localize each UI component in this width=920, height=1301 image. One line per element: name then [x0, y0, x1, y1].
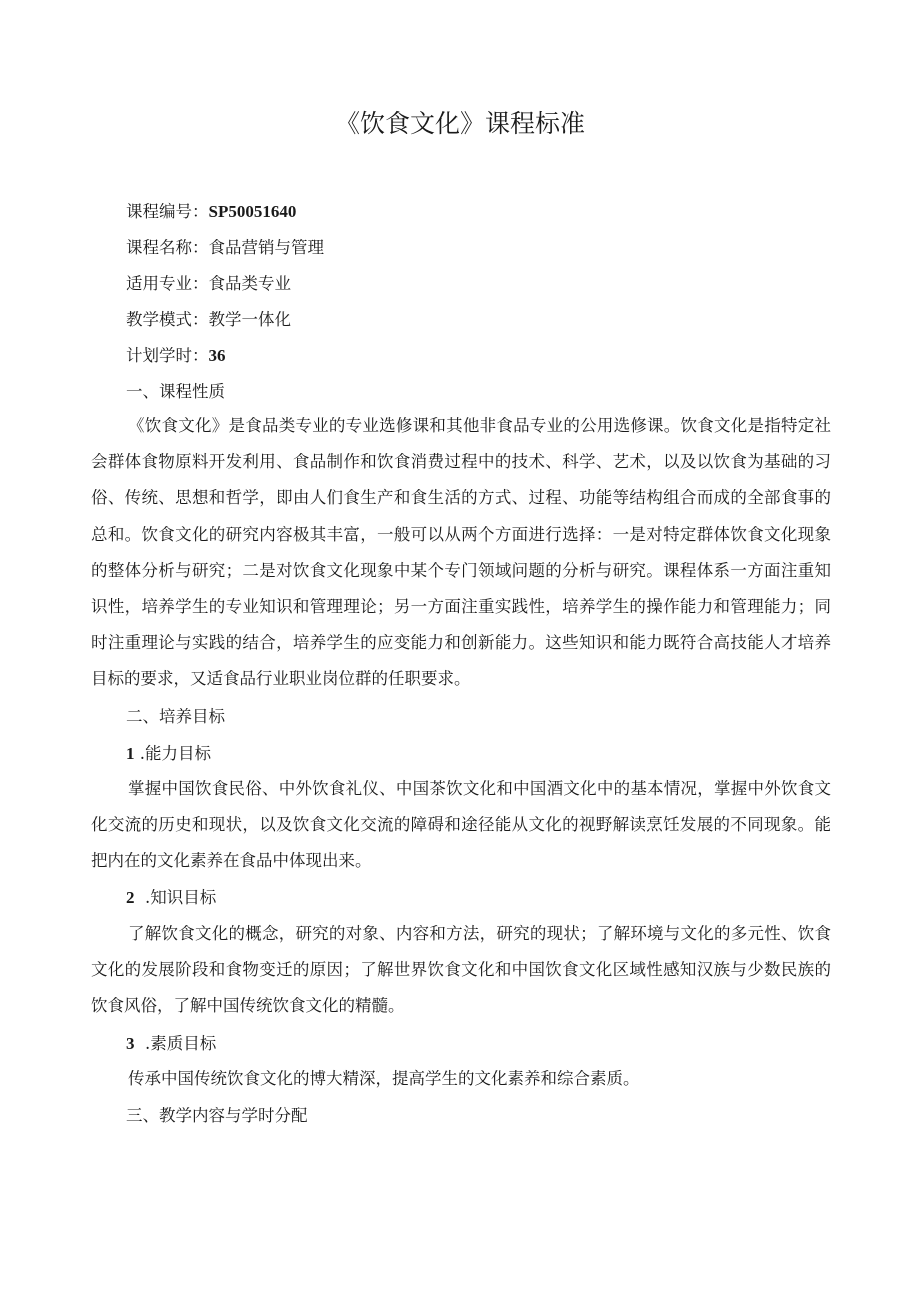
- course-code-value: SP50051640: [208, 202, 297, 221]
- course-code-line: [126, 200, 296, 224]
- planned-hours-value: 36: [208, 346, 226, 365]
- goal-heading-ability: [126, 742, 211, 766]
- goal-label-quality: .素质目标: [145, 1034, 217, 1053]
- section-heading-goals: 二、培养目标: [126, 707, 225, 726]
- section-heading-content: 三、教学内容与学时分配: [126, 1106, 308, 1125]
- goal-heading-quality: [126, 1032, 216, 1056]
- section-heading-nature: 一、课程性质: [126, 382, 225, 401]
- course-name-value: 食品营销与管理: [208, 238, 324, 257]
- planned-hours-label: 计划学时：: [126, 346, 209, 365]
- section-body-nature: 《饮食文化》是食品类专业的专业选修课和其他非食品专业的公用选修课。饮食文化是指特定社会群体食物原料开发利用、食品制作和饮食消费过程中的技术、科学、艺术，以及以饮食为基础的习俗、传统、思想和哲学，即由人们食生产和食生活的方式、过程、功能等结构组合而成的全部食事的总和。饮食文化的研究内容极其丰富，一般可以从两个方面进行选择：一是对特定群体饮食文化现象的整体分析与研究；二是对饮食文化现象中某个专门领域问题的分析与研究。课程体系一方面注重知识性，培养学生的专业知识和管理理论；另一方面注重实践性，培养学生的操作能力和管理能力；同时注重理论与实践的结合，培养学生的应变能力和创新能力。这些知识和能力既符合高技能人才培养目标的要求，又适食品行业职业岗位群的任职要求。: [91, 416, 831, 689]
- applicable-major-label: 适用专业：: [126, 274, 209, 293]
- course-code-label: 课程编号：: [126, 202, 209, 221]
- teaching-mode-label: 教学模式：: [126, 310, 209, 329]
- goal-body-quality: 传承中国传统饮食文化的博大精深，提高学生的文化素养和综合素质。: [128, 1069, 640, 1088]
- teaching-mode-value: 教学一体化: [208, 310, 291, 329]
- goal-heading-knowledge: [126, 886, 216, 910]
- applicable-major-line: [126, 272, 291, 296]
- applicable-major-value: 食品类专业: [208, 274, 291, 293]
- goal-number-ability: 1: [126, 744, 135, 763]
- goal-body-ability: 掌握中国饮食民俗、中外饮食礼仪、中国茶饮文化和中国酒文化中的基本情况，掌握中外饮食文化交流的历史和现状，以及饮食文化交流的障碍和途径能从文化的视野解读烹饪发展的不同现象。能把内在的文化素养在食品中体现出来。: [91, 779, 831, 871]
- teaching-mode-line: [126, 308, 291, 332]
- course-name-line: [126, 236, 324, 260]
- course-name-label: 课程名称：: [126, 238, 209, 257]
- goal-number-quality: 3: [126, 1034, 135, 1053]
- goal-body-knowledge: 了解饮食文化的概念，研究的对象、内容和方法，研究的现状；了解环境与文化的多元性、饮食文化的发展阶段和食物变迁的原因；了解世界饮食文化和中国饮食文化区域性感知汉族与少数民族的饮食风俗，了解中国传统饮食文化的精髓。: [91, 924, 831, 1016]
- planned-hours-line: [126, 344, 226, 368]
- goal-label-knowledge: .知识目标: [145, 888, 217, 907]
- goal-label-ability: .能力目标: [139, 744, 211, 763]
- goal-number-knowledge: 2: [126, 888, 135, 907]
- document-title: 《饮食文化》课程标准: [334, 109, 585, 138]
